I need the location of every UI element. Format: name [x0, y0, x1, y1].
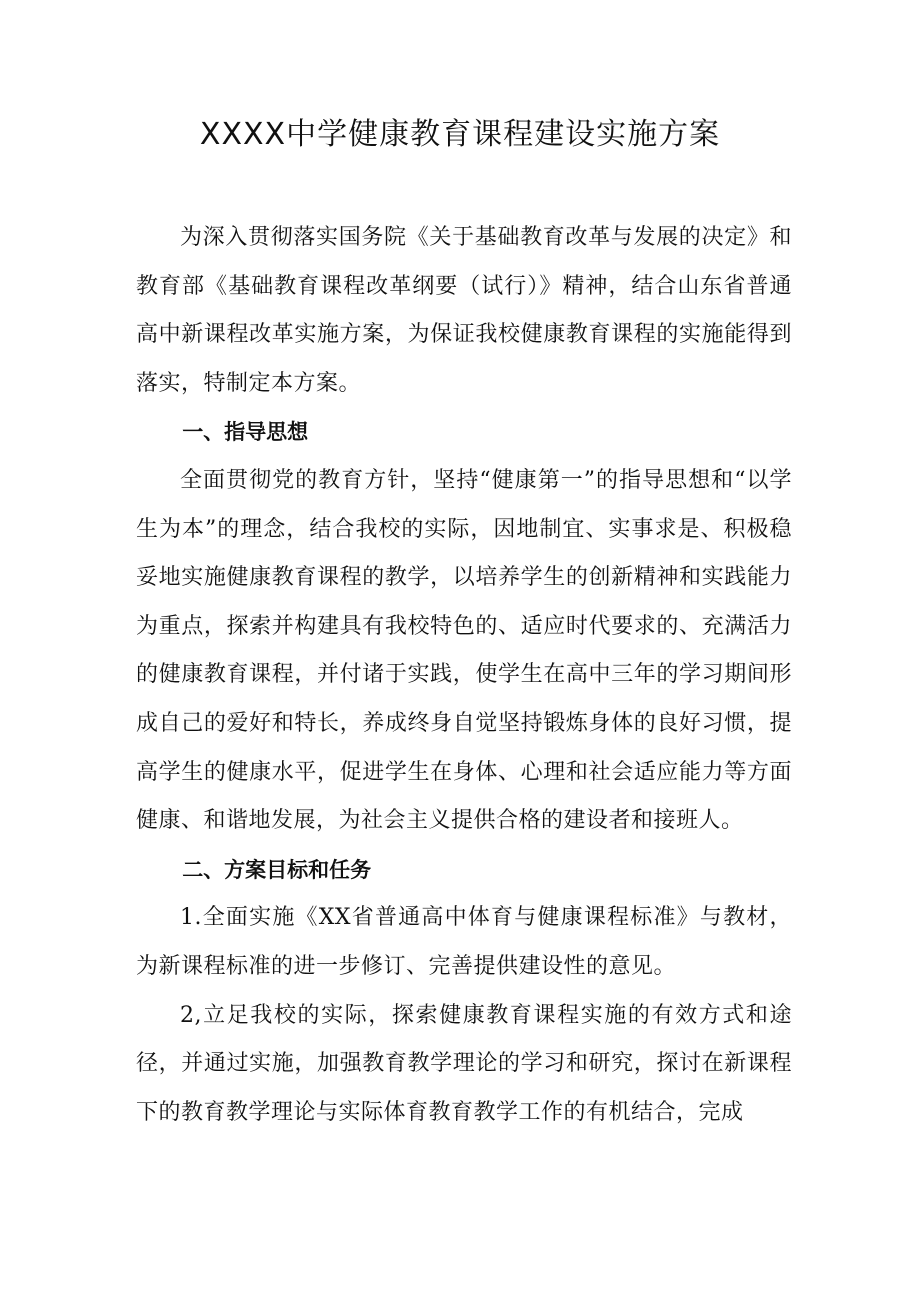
- goal-item-2: 2,立足我校的实际，探索健康教育课程实施的有效方式和途径，并通过实施，加强教育教学理论的学习和研究，探讨在新课程下的教育教学理论与实际体育教育教学工作的有机结合，完成: [136, 1002, 792, 1125]
- intro-paragraph: 为深入贯彻落实国务院《关于基础教育改革与发展的决定》和教育部《基础教育课程改革纲要（试行）》精神，结合山东省普通高中新课程改革实施方案，为保证我校健康教育课程的实施能得到落实，特制定本方案。: [136, 225, 792, 396]
- document-body: [136, 214, 792, 1137]
- guiding-ideology-paragraph: 全面贯彻党的教育方针，坚持“健康第一”的指导思想和“以学生为本”的理念，结合我校的实际，因地制宜、实事求是、积极稳妥地实施健康教育课程的教学，以培养学生的创新精神和实践能力为重点，探索并构建具有我校特色的、适应时代要求的、充满活力的健康教育课程，并付诸于实践，使学生在高中三年的学习期间形成自己的爱好和特长，养成终身自觉坚持锻炼身体的良好习惯，提高学生的健康水平，促进学生在身体、心理和社会适应能力等方面健康、和谐地发展，为社会主义提供合格的建设者和接班人。: [136, 467, 792, 834]
- document-title: XXXX中学健康教育课程建设实施方案: [199, 117, 721, 152]
- goal-item-1: 1.全面实施《XX省普通高中体育与健康课程标准》与教材，为新课程标准的进一步修订、完善提供建设性的意见。: [136, 905, 792, 979]
- section-heading-guiding-ideology: 一、指导思想: [182, 420, 309, 445]
- section-heading-goals-tasks: 二、方案目标和任务: [182, 857, 372, 882]
